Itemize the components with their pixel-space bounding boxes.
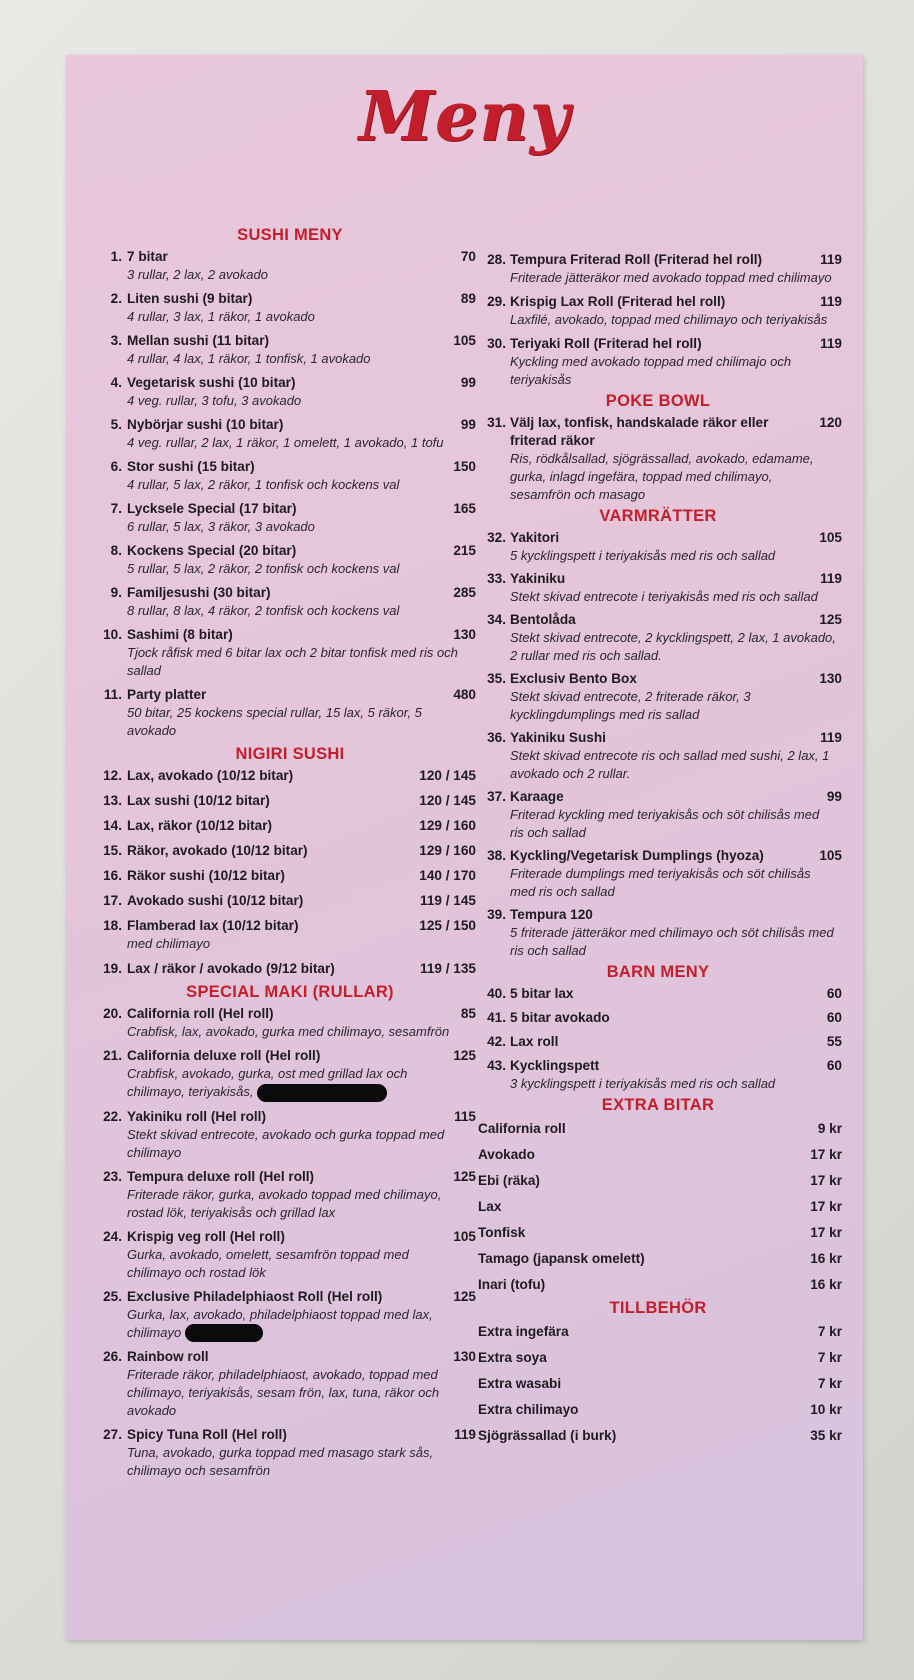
item-number: 2. bbox=[110, 291, 122, 306]
item-name: 5 bitar lax bbox=[510, 986, 574, 1001]
extra-item-price: 7 kr bbox=[817, 1324, 842, 1339]
menu-item bbox=[94, 1168, 476, 1222]
item-name: Räkor, avokado (10/12 bitar) bbox=[127, 843, 308, 858]
item-description bbox=[474, 269, 842, 287]
extra-item-name: Extra ingefära bbox=[478, 1324, 569, 1339]
item-name: Räkor sushi (10/12 bitar) bbox=[127, 868, 285, 883]
extra-item-name: Lax bbox=[478, 1199, 502, 1214]
item-number: 9. bbox=[110, 585, 122, 600]
item-number: 42. bbox=[487, 1034, 506, 1049]
menu-title: Meny bbox=[358, 77, 571, 157]
section-heading-poke: POKE BOWL bbox=[605, 392, 711, 410]
extra-item bbox=[474, 1198, 842, 1216]
item-number: 37. bbox=[487, 789, 506, 804]
item-number: 5. bbox=[110, 417, 122, 432]
menu-item bbox=[94, 290, 476, 326]
item-name: 5 bitar avokado bbox=[510, 1010, 610, 1025]
item-description bbox=[94, 350, 476, 368]
extra-item bbox=[474, 1120, 842, 1138]
item-number: 28. bbox=[487, 252, 506, 267]
item-description-text: 4 veg. rullar, 2 lax, 1 räkor, 1 omelett, 1 avokado, 1 tofu bbox=[127, 435, 444, 450]
item-price: 120 bbox=[819, 415, 842, 430]
item-description bbox=[474, 1075, 842, 1093]
fried-list bbox=[474, 251, 842, 389]
item-description-text: 4 rullar, 3 lax, 1 räkor, 1 avokado bbox=[127, 309, 315, 324]
item-number: 29. bbox=[487, 294, 506, 309]
menu-item bbox=[94, 1426, 476, 1480]
item-description bbox=[94, 1246, 476, 1282]
item-price: 60 bbox=[826, 1010, 842, 1025]
extra-item bbox=[474, 1401, 842, 1419]
item-name: Krispig veg roll (Hel roll) bbox=[127, 1228, 285, 1244]
menu-item bbox=[94, 817, 476, 835]
item-number: 33. bbox=[487, 571, 506, 586]
item-number: 36. bbox=[487, 730, 506, 745]
item-number: 40. bbox=[487, 986, 506, 1001]
item-name: Sashimi (8 bitar) bbox=[127, 627, 233, 642]
item-description bbox=[474, 688, 842, 724]
item-price: 85 bbox=[460, 1006, 476, 1021]
item-description bbox=[474, 806, 842, 842]
section-heading-extra: EXTRA BITAR bbox=[601, 1096, 715, 1114]
extra-item bbox=[474, 1172, 842, 1190]
menu-item bbox=[94, 542, 476, 578]
item-description-text: Friterade jätteräkor med avokado toppad med chilimayo bbox=[510, 270, 832, 285]
item-name: Vegetarisk sushi (10 bitar) bbox=[127, 375, 296, 390]
item-number: 21. bbox=[103, 1048, 122, 1063]
menu-item bbox=[474, 788, 842, 842]
menu-item bbox=[474, 1033, 842, 1051]
extra-item-price: 7 kr bbox=[817, 1376, 842, 1391]
barn-list bbox=[474, 985, 842, 1093]
item-description bbox=[94, 266, 476, 284]
item-price: 140 / 170 bbox=[419, 868, 476, 883]
menu-item bbox=[474, 985, 842, 1003]
menu-item bbox=[474, 529, 842, 565]
menu-item bbox=[474, 670, 842, 724]
extra-item bbox=[474, 1323, 842, 1341]
item-description bbox=[474, 629, 842, 665]
item-description-text: Laxfilé, avokado, toppad med chilimayo och teriyakisås bbox=[510, 312, 828, 327]
menu-item bbox=[94, 458, 476, 494]
item-price: 119 bbox=[820, 252, 842, 267]
item-price: 130 bbox=[819, 671, 842, 686]
extra-item-name: Sjögrässallad (i burk) bbox=[478, 1428, 617, 1443]
item-price: 119 bbox=[820, 294, 842, 309]
item-number: 27. bbox=[103, 1427, 122, 1443]
item-description-text: Friterade dumplings med teriyakisås och söt chilisås med ris och sallad bbox=[510, 866, 811, 899]
item-description bbox=[94, 560, 476, 578]
item-description bbox=[474, 747, 842, 783]
item-name: Lax, räkor (10/12 bitar) bbox=[127, 818, 273, 833]
extra-item-name: Extra soya bbox=[478, 1350, 547, 1365]
item-description bbox=[94, 704, 476, 740]
item-number: 12. bbox=[103, 768, 122, 783]
special-list bbox=[94, 1005, 476, 1480]
item-description-text: Ris, rödkålsallad, sjögrässallad, avokado, edamame, gurka, inlagd ingefära, toppad med chilimayo, sesamfrön och masago bbox=[510, 451, 814, 502]
item-description-text: Gurka, avokado, omelett, sesamfrön toppad med chilimayo och rostad lök bbox=[127, 1246, 409, 1280]
item-description bbox=[94, 476, 476, 494]
extra-item bbox=[474, 1224, 842, 1242]
extra-item bbox=[474, 1375, 842, 1393]
item-description-text: Stekt skivad entrecote i teriyakisås med ris och sallad bbox=[510, 589, 818, 604]
item-name: Yakiniku roll (Hel roll) bbox=[127, 1108, 266, 1124]
item-description bbox=[474, 588, 842, 606]
item-description bbox=[94, 1444, 476, 1480]
item-description bbox=[94, 1065, 476, 1102]
item-number: 7. bbox=[110, 501, 122, 516]
item-description-text: 6 rullar, 5 lax, 3 räkor, 3 avokado bbox=[127, 519, 315, 534]
item-price: 130 bbox=[453, 1349, 476, 1365]
right-column bbox=[474, 173, 842, 1445]
item-name: Avokado sushi (10/12 bitar) bbox=[127, 893, 304, 908]
item-name: Kyckling/Vegetarisk Dumplings (hyoza) bbox=[510, 848, 764, 863]
item-number: 26. bbox=[103, 1349, 122, 1365]
item-description-text: Tuna, avokado, gurka toppad med masago stark sås, chilimayo och sesamfrön bbox=[127, 1445, 434, 1479]
extra-list bbox=[474, 1120, 842, 1294]
menu-item bbox=[94, 867, 476, 885]
item-price: 129 / 160 bbox=[419, 818, 476, 833]
extra-item bbox=[474, 1276, 842, 1294]
item-name: California roll (Hel roll) bbox=[127, 1006, 274, 1021]
menu-item bbox=[94, 500, 476, 536]
item-price: 60 bbox=[826, 1058, 842, 1073]
item-description-text: Friterade räkor, gurka, avokado toppad med chilimayo, rostad lök, teriyakisås och grillad lax bbox=[127, 1186, 442, 1220]
item-price: 105 bbox=[819, 530, 842, 545]
tillbehor-list bbox=[474, 1323, 842, 1445]
item-number: 34. bbox=[487, 612, 506, 627]
menu-item bbox=[94, 1348, 476, 1420]
nigiri-list bbox=[94, 767, 476, 978]
menu-item bbox=[474, 414, 842, 504]
menu-item bbox=[474, 251, 842, 287]
menu-item bbox=[94, 892, 476, 910]
item-price: 120 / 145 bbox=[419, 793, 476, 808]
menu-item bbox=[94, 374, 476, 410]
item-description-text: 4 rullar, 5 lax, 2 räkor, 1 tonfisk och kockens val bbox=[127, 477, 400, 492]
item-description bbox=[94, 935, 476, 953]
poke-list bbox=[474, 414, 842, 504]
item-description-text: 5 rullar, 5 lax, 2 räkor, 2 tonfisk och kockens val bbox=[127, 561, 400, 576]
menu-item bbox=[94, 792, 476, 810]
item-number: 20. bbox=[103, 1006, 122, 1021]
item-description-text: 4 veg. rullar, 3 tofu, 3 avokado bbox=[127, 393, 302, 408]
item-price: 125 bbox=[453, 1168, 476, 1184]
extra-item-price: 17 kr bbox=[810, 1173, 842, 1188]
item-number: 18. bbox=[103, 918, 122, 933]
item-price: 99 bbox=[460, 417, 476, 432]
item-description-text: Stekt skivad entrecote ris och sallad med sushi, 2 lax, 1 avokado och 2 rullar. bbox=[510, 748, 830, 781]
item-name: Stor sushi (15 bitar) bbox=[127, 459, 255, 474]
item-number: 6. bbox=[110, 459, 122, 474]
item-number: 1. bbox=[110, 249, 122, 264]
section-heading-barn: BARN MENY bbox=[606, 963, 710, 981]
menu-item bbox=[94, 917, 476, 953]
item-price: 150 bbox=[453, 459, 476, 474]
item-description bbox=[474, 311, 842, 329]
menu-item bbox=[94, 626, 476, 680]
item-description-text: 5 kycklingspett i teriyakisås med ris och sallad bbox=[510, 548, 776, 563]
item-price: 105 bbox=[819, 848, 842, 863]
item-price: 130 bbox=[453, 627, 476, 642]
item-description-text: 5 friterade jätteräkor med chilimayo och söt chilisås med ris och sallad bbox=[510, 925, 834, 958]
item-description-text: med chilimayo bbox=[127, 936, 211, 951]
item-number: 11. bbox=[103, 687, 122, 702]
item-name: Familjesushi (30 bitar) bbox=[127, 585, 271, 600]
item-description bbox=[94, 518, 476, 536]
item-number: 22. bbox=[103, 1108, 122, 1124]
item-number: 43. bbox=[487, 1058, 506, 1073]
varm-list bbox=[474, 529, 842, 960]
menu-item bbox=[94, 1228, 476, 1282]
item-name: Kockens Special (20 bitar) bbox=[127, 543, 297, 558]
item-name: Spicy Tuna Roll (Hel roll) bbox=[127, 1427, 287, 1443]
extra-item-name: Tonfisk bbox=[478, 1225, 526, 1240]
item-price: 119 bbox=[454, 1427, 476, 1443]
item-name: Tempura deluxe roll (Hel roll) bbox=[127, 1168, 315, 1184]
item-price: 99 bbox=[460, 375, 476, 390]
extra-item bbox=[474, 1349, 842, 1367]
item-price: 119 bbox=[820, 336, 842, 351]
item-name: Teriyaki Roll (Friterad hel roll) bbox=[510, 336, 702, 351]
item-number: 15. bbox=[103, 843, 122, 858]
item-name: Tempura Friterad Roll (Friterad hel roll) bbox=[510, 252, 763, 267]
extra-item-price: 9 kr bbox=[817, 1121, 842, 1136]
extra-item-price: 16 kr bbox=[810, 1251, 842, 1266]
extra-item bbox=[474, 1250, 842, 1268]
menu-item bbox=[94, 1288, 476, 1343]
section-heading-tillbehor: TILLBEHÖR bbox=[609, 1299, 707, 1317]
item-number: 38. bbox=[487, 848, 506, 863]
extra-item-name: Extra wasabi bbox=[478, 1376, 562, 1391]
section-heading-special: SPECIAL MAKI (RULLAR) bbox=[186, 983, 394, 1001]
item-price: 119 / 145 bbox=[420, 893, 476, 908]
item-number: 4. bbox=[110, 375, 122, 390]
extra-item-price: 7 kr bbox=[817, 1350, 842, 1365]
menu-item bbox=[474, 906, 842, 960]
item-name: Liten sushi (9 bitar) bbox=[127, 291, 253, 306]
item-number: 25. bbox=[103, 1288, 122, 1304]
item-name: Välj lax, tonfisk, handskalade räkor eller friterad räkor bbox=[510, 415, 769, 448]
extra-item-name: Extra chilimayo bbox=[478, 1402, 579, 1417]
item-description-text: 8 rullar, 8 lax, 4 räkor, 2 tonfisk och kockens val bbox=[127, 603, 400, 618]
item-name: Lax roll bbox=[510, 1034, 559, 1049]
item-number: 31. bbox=[487, 415, 506, 430]
item-price: 125 / 150 bbox=[419, 918, 476, 933]
item-name: Exclusiv Bento Box bbox=[510, 671, 637, 686]
item-name: Tempura 120 bbox=[510, 907, 593, 922]
item-number: 23. bbox=[103, 1168, 122, 1184]
item-price: 165 bbox=[453, 501, 476, 516]
item-number: 30. bbox=[487, 336, 506, 351]
item-price: 129 / 160 bbox=[419, 843, 476, 858]
section-heading-sushi: SUSHI MENY bbox=[237, 226, 343, 244]
extra-item-price: 35 kr bbox=[810, 1428, 842, 1443]
menu-item bbox=[474, 729, 842, 783]
extra-item-price: 17 kr bbox=[810, 1147, 842, 1162]
item-description-text: 3 rullar, 2 lax, 2 avokado bbox=[127, 267, 268, 282]
item-description-text: Gurka, lax, avokado, philadelphiaost toppad med lax, chilimayo bbox=[127, 1306, 433, 1340]
item-name: Nybörjar sushi (10 bitar) bbox=[127, 417, 284, 432]
menu-item bbox=[94, 1108, 476, 1162]
menu-item bbox=[474, 611, 842, 665]
item-price: 480 bbox=[453, 687, 476, 702]
item-price: 105 bbox=[453, 1228, 476, 1244]
item-description-text: Stekt skivad entrecote, 2 kycklingspett, 2 lax, 1 avokado, 2 rullar med ris och sallad. bbox=[510, 630, 836, 663]
item-number: 32. bbox=[487, 530, 506, 545]
item-name: California deluxe roll (Hel roll) bbox=[127, 1048, 321, 1063]
item-number: 17. bbox=[103, 893, 122, 908]
item-description bbox=[94, 392, 476, 410]
left-column bbox=[94, 173, 476, 1480]
item-price: 125 bbox=[819, 612, 842, 627]
item-description bbox=[474, 924, 842, 960]
item-number: 14. bbox=[103, 818, 122, 833]
item-number: 10. bbox=[103, 627, 122, 642]
item-number: 3. bbox=[110, 333, 122, 348]
extra-item-name: Tamago (japansk omelett) bbox=[478, 1251, 645, 1266]
redaction-mark bbox=[257, 1084, 387, 1102]
item-number: 19. bbox=[103, 961, 122, 976]
item-name: Karaage bbox=[510, 789, 564, 804]
item-name: Krispig Lax Roll (Friterad hel roll) bbox=[510, 294, 726, 309]
item-price: 120 / 145 bbox=[419, 768, 476, 783]
item-name: Bentolåda bbox=[510, 612, 576, 627]
extra-item-name: Avokado bbox=[478, 1147, 535, 1162]
extra-item-name: Ebi (räka) bbox=[478, 1173, 540, 1188]
item-description bbox=[94, 602, 476, 620]
extra-item bbox=[474, 1427, 842, 1445]
menu-item bbox=[94, 767, 476, 785]
extra-item-price: 16 kr bbox=[810, 1277, 842, 1292]
menu-item bbox=[94, 1047, 476, 1102]
item-description-text: 50 bitar, 25 kockens special rullar, 15 lax, 5 räkor, 5 avokado bbox=[127, 705, 422, 738]
menu-item bbox=[94, 416, 476, 452]
item-description-text: Kyckling med avokado toppad med chilimajo och teriyakisås bbox=[510, 354, 792, 387]
item-name: Lax, avokado (10/12 bitar) bbox=[127, 768, 294, 783]
item-name: Mellan sushi (11 bitar) bbox=[127, 333, 270, 348]
item-description bbox=[94, 434, 476, 452]
item-number: 41. bbox=[487, 1010, 506, 1025]
item-description-text: 3 kycklingspett i teriyakisås med ris och sallad bbox=[510, 1076, 776, 1091]
item-description bbox=[474, 547, 842, 565]
extra-item-price: 17 kr bbox=[810, 1199, 842, 1214]
item-number: 13. bbox=[103, 793, 122, 808]
item-description-text: Stekt skivad entrecote, avokado och gurka toppad med chilimayo bbox=[127, 1126, 445, 1160]
item-price: 215 bbox=[453, 543, 476, 558]
menu-item bbox=[474, 335, 842, 389]
item-price: 70 bbox=[460, 249, 476, 264]
item-name: 7 bitar bbox=[127, 249, 168, 264]
item-description bbox=[474, 353, 842, 389]
item-price: 285 bbox=[453, 585, 476, 600]
extra-item-price: 17 kr bbox=[810, 1225, 842, 1240]
menu-item bbox=[94, 842, 476, 860]
extra-item bbox=[474, 1146, 842, 1164]
item-number: 16. bbox=[103, 868, 122, 883]
item-price: 99 bbox=[826, 789, 842, 804]
item-name: Yakiniku Sushi bbox=[510, 730, 606, 745]
item-description bbox=[474, 450, 842, 504]
menu-item bbox=[94, 332, 476, 368]
extra-item-price: 10 kr bbox=[810, 1402, 842, 1417]
menu-item bbox=[474, 1057, 842, 1093]
item-description bbox=[94, 1366, 476, 1420]
item-number: 35. bbox=[487, 671, 506, 686]
item-description-text: 4 rullar, 4 lax, 1 räkor, 1 tonfisk, 1 avokado bbox=[127, 351, 371, 366]
section-heading-varm: VARMRÄTTER bbox=[599, 507, 717, 525]
menu-item bbox=[94, 960, 476, 978]
item-name: Lycksele Special (17 bitar) bbox=[127, 501, 297, 516]
item-description bbox=[94, 1023, 476, 1041]
item-description-text: Stekt skivad entrecote, 2 friterade räkor, 3 kycklingdumplings med ris sallad bbox=[510, 689, 751, 722]
menu-item bbox=[94, 584, 476, 620]
item-name: Kycklingspett bbox=[510, 1058, 600, 1073]
menu-item bbox=[474, 293, 842, 329]
extra-item-name: California roll bbox=[478, 1121, 566, 1136]
item-price: 105 bbox=[453, 333, 476, 348]
item-number: 39. bbox=[487, 907, 506, 922]
item-description-text: Friterad kyckling med teriyakisås och söt chilisås med ris och sallad bbox=[510, 807, 820, 840]
item-name: Yakiniku bbox=[510, 571, 566, 586]
item-name: Lax / räkor / avokado (9/12 bitar) bbox=[127, 961, 335, 976]
item-name: Party platter bbox=[127, 687, 207, 702]
item-price: 55 bbox=[826, 1034, 842, 1049]
menu-item bbox=[474, 1009, 842, 1027]
redaction-mark bbox=[185, 1324, 263, 1342]
menu-item bbox=[94, 686, 476, 740]
item-name: Exclusive Philadelphiaost Roll (Hel roll) bbox=[127, 1288, 383, 1304]
item-price: 60 bbox=[826, 986, 842, 1001]
item-price: 125 bbox=[453, 1288, 476, 1304]
item-name: Lax sushi (10/12 bitar) bbox=[127, 793, 270, 808]
item-price: 119 bbox=[820, 730, 842, 745]
menu-item bbox=[94, 1005, 476, 1041]
item-description bbox=[94, 308, 476, 326]
item-description bbox=[94, 1306, 476, 1343]
item-description-text: Tjock råfisk med 6 bitar lax och 2 bitar tonfisk med ris och sallad bbox=[127, 645, 458, 678]
extra-item-name: Inari (tofu) bbox=[478, 1277, 546, 1292]
item-description bbox=[94, 1186, 476, 1222]
item-description bbox=[94, 644, 476, 680]
item-price: 125 bbox=[453, 1048, 476, 1063]
item-description-text: Crabfisk, avokado, gurka, ost med grillad lax och chilimayo, teriyakisås, bbox=[127, 1066, 408, 1099]
item-name: Yakitori bbox=[510, 530, 560, 545]
menu-item bbox=[94, 248, 476, 284]
menu-board bbox=[66, 55, 863, 1640]
item-description-text: Crabfisk, lax, avokado, gurka med chilimayo, sesamfrön bbox=[127, 1024, 450, 1039]
item-description-text: Friterade räkor, philadelphiaost, avokado, toppad med chilimayo, teriyakisås, sesam frön, lax, tuna, räkor och avokado bbox=[127, 1367, 440, 1419]
item-price: 115 bbox=[454, 1108, 476, 1124]
sushi-list bbox=[94, 248, 476, 740]
item-description bbox=[94, 1126, 476, 1162]
item-number: 8. bbox=[110, 543, 122, 558]
item-description bbox=[474, 865, 842, 901]
item-number: 24. bbox=[103, 1228, 122, 1244]
section-heading-nigiri: NIGIRI SUSHI bbox=[235, 745, 345, 763]
item-name: Flamberad lax (10/12 bitar) bbox=[127, 918, 299, 933]
item-price: 89 bbox=[460, 291, 476, 306]
item-name: Rainbow roll bbox=[127, 1349, 209, 1365]
menu-item bbox=[474, 570, 842, 606]
item-price: 119 bbox=[820, 571, 842, 586]
menu-item bbox=[474, 847, 842, 901]
item-price: 119 / 135 bbox=[420, 961, 476, 976]
